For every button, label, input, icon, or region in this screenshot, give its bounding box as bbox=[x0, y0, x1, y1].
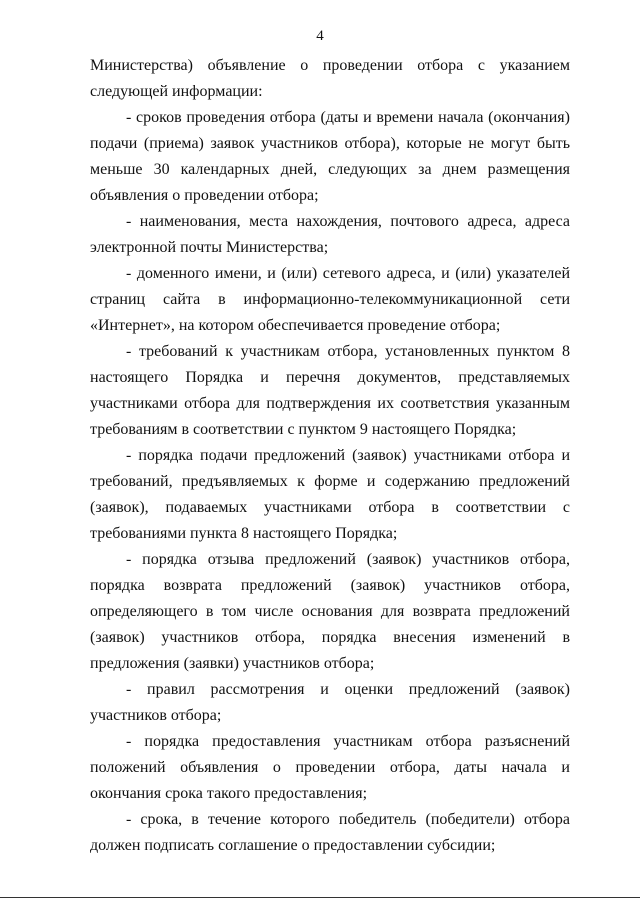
bottom-divider bbox=[0, 897, 640, 898]
list-item-submission-order: - порядка подачи предложений (заявок) участниками отбора и требований, предъявляемых к форме и содержанию предложений (заявок), подаваемых участниками отбора в соответствии с требованиями пункта 8 настоящего Порядка; bbox=[90, 447, 570, 542]
list-item-clarifications: - порядка предоставления участникам отбора разъяснений положений объявления о проведении отбора, даты начала и окончания срока такого предоставления; bbox=[90, 733, 570, 802]
document-body bbox=[90, 53, 570, 859]
list-item-review-rules: - правил рассмотрения и оценки предложений (заявок) участников отбора; bbox=[90, 681, 570, 724]
list-item-ministry-address: - наименования, места нахождения, почтового адреса, адреса электронной почты Министерства; bbox=[90, 213, 570, 256]
list-item-participant-requirements: - требований к участникам отбора, установленных пунктом 8 настоящего Порядка и перечня документов, представляемых участниками отбора для подтверждения их соответствия указанным требованиям в соответствии с пунктом 9 настоящего Порядка; bbox=[90, 343, 570, 438]
list-item-signing-deadline: - срока, в течение которого победитель (победители) отбора должен подписать соглашение о предоставлении субсидии; bbox=[90, 811, 570, 854]
paragraph-intro: Министерства) объявление о проведении отбора с указанием следующей информации: bbox=[90, 57, 570, 100]
list-item-deadlines: - сроков проведения отбора (даты и времени начала (окончания) подачи (приема) заявок участников отбора), которые не могут быть меньше 30 календарных дней, следующих за днем размещения объявления о проведении отбора; bbox=[90, 109, 570, 204]
list-item-withdrawal-order: - порядка отзыва предложений (заявок) участников отбора, порядка возврата предложений (заявок) участников отбора, определяющего в том числе основания для возврата предложений (заявок) участников отбора, порядка внесения изменений в предложения (заявки) участников отбора; bbox=[90, 551, 570, 672]
page-number: 4 bbox=[316, 28, 324, 44]
list-item-domain-name: - доменного имени, и (или) сетевого адреса, и (или) указателей страниц сайта в информационно-телекоммуникационной сети «Интернет», на котором обеспечивается проведение отбора; bbox=[90, 265, 570, 334]
